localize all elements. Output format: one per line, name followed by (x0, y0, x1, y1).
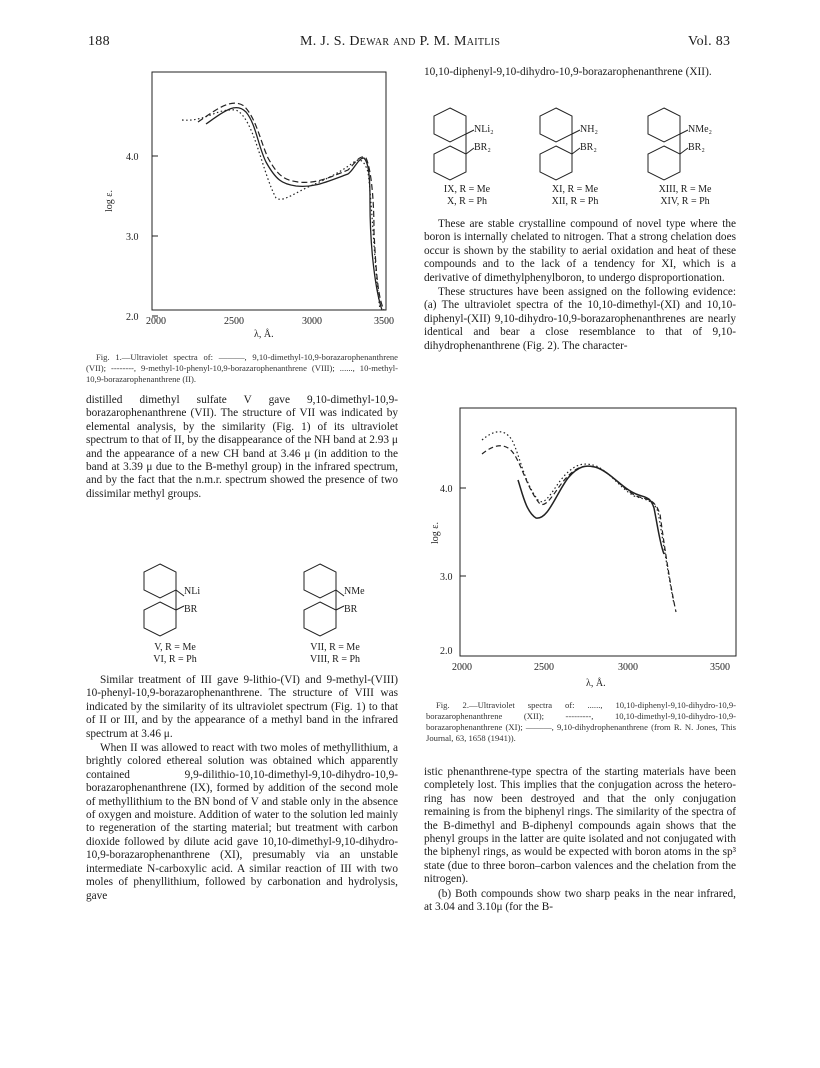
fig1-curve-VIII (198, 103, 384, 310)
left-column-upper (86, 394, 398, 502)
fig1-xtick-2000: 2000 (146, 316, 166, 327)
right-paragraph-4: (b) Both compounds show two sharp peaks in the near infrared, at 3.04 and 3.10μ (for the B- (424, 887, 736, 914)
fig1-ytick-4: 4.0 (126, 152, 139, 163)
struct-XI-N: NH₂ (580, 124, 598, 135)
structure-XI-label (530, 184, 620, 208)
struct-VII-B: BR (344, 604, 358, 615)
structure-IX-label (422, 184, 512, 208)
struct-XIII-line1: XIII, R = Me (658, 184, 712, 195)
fig1-xticks (146, 316, 394, 327)
fig1-xtick-3500: 3500 (374, 316, 394, 327)
struct-XIII-B: BR₂ (688, 142, 705, 153)
right-paragraph-3: istic phenanthrene-type spectra of the starting materials have been completely lost. This implies that the conjugation across the hetero-ring has now been destroyed and that the only conjugation remaining is from the biphenyl rings. The similarity of the spectra of the B-dimethyl and B-diphenyl compounds again shows that the phenyl groups in the latter are quite isolated and not conjugated with the biphenyl rings, as would be expected with boron atoms in the sp³ state (due to three boron–carbon valences and the chelation from the nitrogen). (424, 766, 736, 886)
struct-VII-N: NMe (344, 586, 365, 597)
struct-VII-line1: VII, R = Me (310, 642, 360, 653)
fig1-curve-VII (206, 108, 382, 310)
fig1-xtick-2500: 2500 (224, 316, 244, 327)
struct-V-N: NLi (184, 586, 201, 597)
fig1-caption-text: Fig. 1.—Ultraviolet spectra of: ———, 9,10-dimethyl-10,9-borazarophenanthrene (VII); --------, 9-methyl-10-phenyl-10,9-borazarophenanthrene (VIII); ......, 10-methyl-10,9-borazarophenanthrene (II). (86, 352, 398, 384)
fig2-xtick-2000: 2000 (452, 662, 472, 673)
fig2-caption-text: Fig. 2.—Ultraviolet spectra of: ......, 10,10-diphenyl-9,10-dihydro-10,9-borazarophenanthrene (XII); ---------, 10,10-dimethyl-9,10-dihydro-10,9-borazarophenanthrene (XI); ———, 9,10-dihydrophenanthrene (from R. N. Jones, This Journal, 63, 1658 (1941)). (426, 700, 736, 743)
structure-XIII-label (640, 184, 730, 208)
structure-VII-VIII (300, 560, 390, 640)
struct-XIII-N: NMe₂ (688, 124, 713, 135)
struct-IX-line1: IX, R = Me (443, 184, 491, 195)
fig2-yticks (440, 484, 466, 657)
fig1-curve-II (182, 110, 380, 310)
structure-XI-XII (536, 104, 626, 184)
structure-V-VI (140, 560, 230, 640)
struct-V-line2: VI, R = Ph (153, 654, 197, 665)
fig1-ytick-3: 3.0 (126, 232, 139, 243)
struct-IX-line2: X, R = Ph (446, 196, 488, 207)
left-paragraph-2: Similar treatment of III gave 9-lithio-(VI) and 9-methyl-(VIII) 10-phenyl-10,9-borazarophenanthrene. The structure of VIII was indicated by the similarity of its ultraviolet spectrum (Fig. 1) to that of II or III, and by the appearance of a methyl band in the infrared spectrum at 3.46 μ. (86, 674, 398, 740)
struct-VII-line2: VIII, R = Ph (309, 654, 361, 665)
page-number: 188 (88, 34, 110, 49)
struct-XIII-line2: XIV, R = Ph (660, 196, 710, 207)
struct-V-line1: V, R = Me (154, 642, 196, 653)
right-paragraph-2: These structures have been assigned on the following evidence: (a) The ultraviolet spectra of the 10,10-dimethyl-(XI) and 10,10-diphenyl-(XII) 9,10-dihydro-10,9-borazarophenanthrenes are nearly identical and bear a close resemblance to that of 9,10-dihydrophenanthrene (Fig. 2). The character- (424, 286, 736, 352)
fig2-curve-dihydrophenanthrene (518, 466, 664, 554)
struct-IX-B: BR₂ (474, 142, 491, 153)
running-authors (300, 34, 500, 50)
right-paragraph-1: These are stable crystalline compound of novel type where the boron is internally chelated to nitrogen. That a strong chelation does occur is shown by the stability to aerial oxidation and heat of these compounds and to the lack of a tendency for XI, which is a derivative of dimethylphenylboron, to undergo disproportionation. (424, 218, 736, 284)
right-column-lower (424, 766, 736, 915)
fig2-ytick-4: 4.0 (440, 484, 453, 495)
fig1-ytick-2: 2.0 (126, 312, 139, 323)
struct-XI-B: BR₂ (580, 142, 597, 153)
left-paragraph-1: distilled dimethyl sulfate V gave 9,10-dimethyl-10,9-borazarophenanthrene (VII). The structure of VII was indicated by elemental analysis, by the similarity (Fig. 1) of its ultraviolet spectrum to that of II, by the disappearance of the NH band at 2.93 μ and the appearance of a new CH band at 3.46 μ (in addition to the band at 3.39 μ due to the B-methyl group) in the infrared spectrum, and by the fact that the n.m.r. spectrum showed the presence of two dissimilar methyl groups. (86, 394, 398, 500)
fig2-xtick-3000: 3000 (618, 662, 638, 673)
fig2-xtick-3500: 3500 (710, 662, 730, 673)
fig2-ylabel: log ε. (430, 522, 441, 544)
fig2-xticks (452, 662, 730, 673)
left-column-lower (86, 674, 398, 904)
structure-IX-X (430, 104, 520, 184)
fig2-curve-XII (482, 432, 674, 604)
fig1-xlabel: λ, Å. (254, 329, 274, 340)
right-paragraph-0: 10,10-diphenyl-9,10-dihydro-10,9-borazarophenanthrene (XII). (424, 66, 712, 78)
struct-V-B: BR (184, 604, 198, 615)
struct-XI-line1: XI, R = Me (551, 184, 599, 195)
figure-1 (86, 62, 396, 340)
struct-XI-line2: XII, R = Ph (551, 196, 599, 207)
fig2-caption (426, 700, 736, 744)
right-column-top (424, 66, 736, 80)
fig1-xtick-3000: 3000 (302, 316, 322, 327)
struct-IX-N: NLi₂ (474, 124, 494, 135)
fig1-caption (86, 352, 398, 385)
fig1-ylabel: log ε. (104, 190, 115, 212)
figure-2 (424, 404, 744, 694)
fig2-ytick-3: 3.0 (440, 572, 453, 583)
fig1-frame (152, 72, 386, 310)
fig2-curve-XI (482, 446, 676, 612)
fig2-frame (460, 408, 736, 656)
structure-VII-label (290, 642, 380, 666)
left-paragraph-3: When II was allowed to react with two moles of methyllithium, a brightly colored ethereal solution was obtained which apparently contained 9,9-dilithio-10,10-dimethyl-9,10-dihydro-10,9-borazarophenanthrene (IX), formed by addition of the second mole of methyllithium to the BN bond of V and stable only in the absence of oxygen and moisture. Addition of water to the solution led mainly to regeneration of the starting material; but treatment with carbon dioxide followed by dilute acid gave 10,10-dimethyl-9,10-dihydro-10,9-borazarophenanthrene (XI), presumably via an unstable intermediate N-carboxylic acid. A similar reaction of III with two moles of phenyllithium, followed by carbonation and hydrolysis, gave (86, 742, 398, 902)
fig1-yticks (126, 152, 158, 323)
authors-text: M. J. S. Dewar and P. M. Maitlis (300, 34, 501, 49)
volume-label: Vol. 83 (688, 34, 731, 49)
fig2-xtick-2500: 2500 (534, 662, 554, 673)
right-column-middle (424, 218, 736, 354)
structure-XIII-XIV (644, 104, 734, 184)
structure-V-label (130, 642, 220, 666)
fig2-xlabel: λ, Å. (586, 678, 606, 689)
fig2-ytick-2: 2.0 (440, 646, 453, 657)
